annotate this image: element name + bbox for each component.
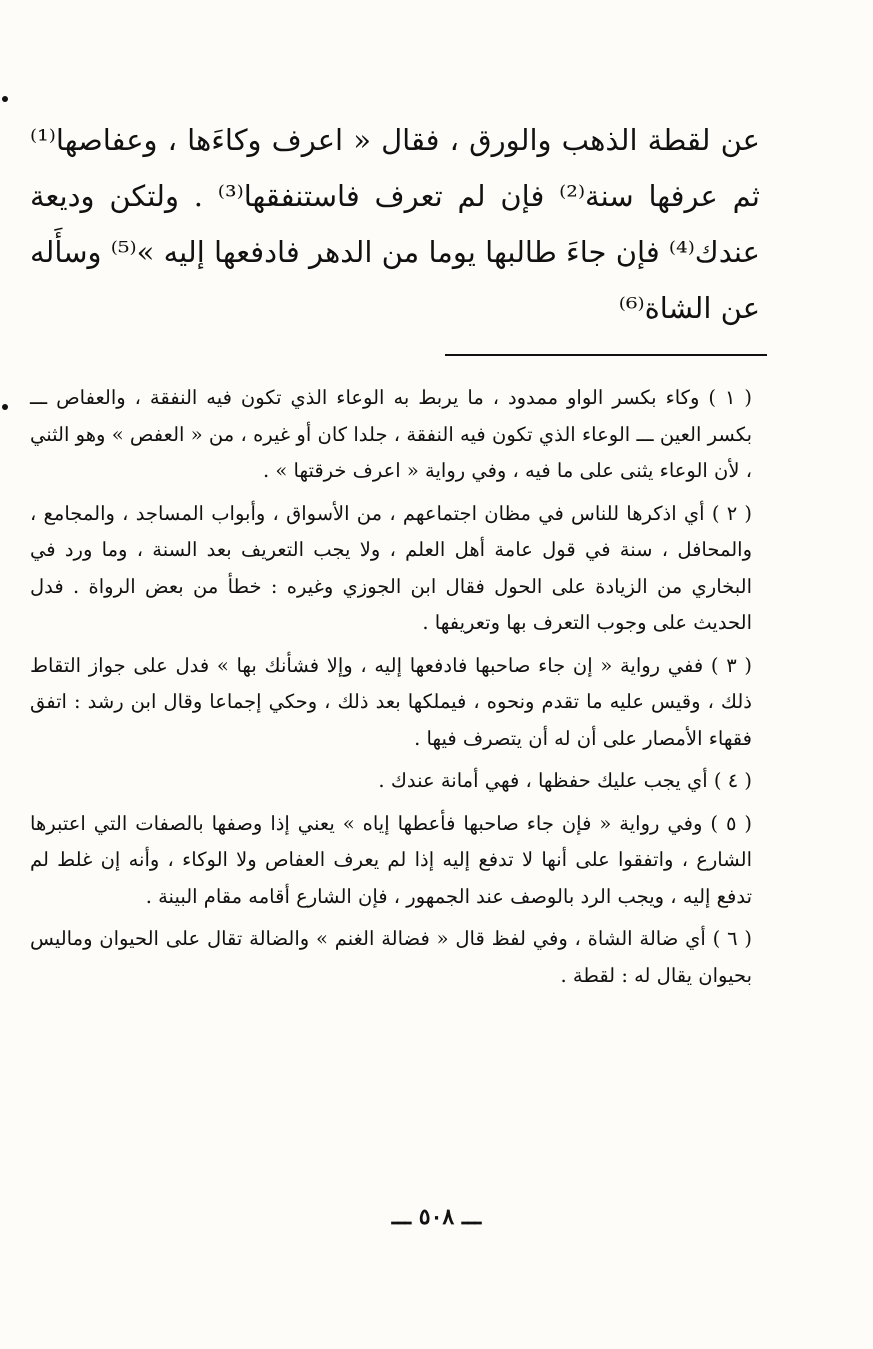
footnote-text: وفي رواية « فإن جاء صاحبها فأعطها إياه » يعني إذا وصفها بالصفات التي اعتبرها الشارع ، واتفقوا على أنها لا تدفع إليه إذا لم يعرف العفاص ولا الوكاء ، وأنه إن غلط لم تدفع إليه ، ويجب الرد بالوصف عند الجمهور ، فإن الشارع أقامه مقام البينة . (30, 811, 752, 908)
footnote-3 (30, 648, 752, 758)
footnote-text: وكاء بكسر الواو ممدود ، ما يربط به الوعاء الذي تكون فيه النفقة ، والعفاص ـــ بكسر العين ـــ الوعاء الذي تكون فيه النفقة ، جلدا كان أو غيره ، من « العفص » وهو الثني ، لأن الوعاء يثنى على ما فيه ، وفي رواية « اعرف خرقتها » . (30, 386, 752, 482)
footnote-6 (30, 921, 752, 994)
footnote-number: ( ٤ ) (713, 769, 752, 792)
footnote-4 (30, 763, 752, 800)
footnote-number: ( ٣ ) (710, 653, 752, 677)
footnote-text: أي ضالة الشاة ، وفي لفظ قال « فضالة الغنم » والضالة تقال على الحيوان وماليس بحيوان يقال له : لقطة . (30, 927, 752, 987)
margin-dot (2, 96, 8, 102)
footnote-separator (445, 354, 767, 356)
footnote-number: ( ٢ ) (711, 501, 753, 525)
footnotes (30, 380, 752, 1000)
footnote-1 (30, 380, 752, 490)
main-text (30, 112, 760, 336)
footnote-number: ( ١ ) (708, 386, 752, 409)
footnote-text: أي يجب عليك حفظها ، فهي أمانة عندك . (378, 769, 708, 792)
footnote-text: ففي رواية « إن جاء صاحبها فادفعها إليه ، وإلا فشأنك بها » فدل على جواز التقاط ذلك ، وقيس عليه ما تقدم ونحوه ، فيملكها بعد ذلك ، وحكي إجماعا وقال ابن رشد : اتفق فقهاء الأمصار على أن له أن يتصرف فيها . (30, 653, 752, 750)
footnote-text: أي اذكرها للناس في مظان اجتماعهم ، من الأسواق ، وأبواب المساجد ، والمجامع ، والمحافل ، سنة في قول عامة أهل العلم ، ولا يجب التعريف بعد السنة ، وما ورد في البخاري من الزيادة على الحول فقال ابن الجوزي وغيره : خطأ من بعض الرواة . فدل الحديث على وجوب التعرف بها وتعريفها . (30, 501, 752, 634)
footnote-5 (30, 806, 752, 916)
margin-dot (2, 404, 8, 410)
page-number: ـــ ٥٠٨ ـــ (391, 1204, 482, 1230)
footnote-2 (30, 496, 752, 642)
main-paragraph: عن لقطة الذهب والورق ، فقال « اعرف وكاءَها ، وعفاصها⁽¹⁾ ثم عرفها سنة⁽²⁾ فإن لم تعرف فاستنفقها⁽³⁾ . ولتكن وديعة عندك⁽⁴⁾ فإن جاءَ طالبها يوما من الدهر فادفعها إليه »⁽⁵⁾ وسأَله عن الشاة⁽⁶⁾ (30, 123, 760, 325)
footnote-number: ( ٥ ) (710, 811, 752, 835)
footnote-number: ( ٦ ) (712, 927, 752, 950)
